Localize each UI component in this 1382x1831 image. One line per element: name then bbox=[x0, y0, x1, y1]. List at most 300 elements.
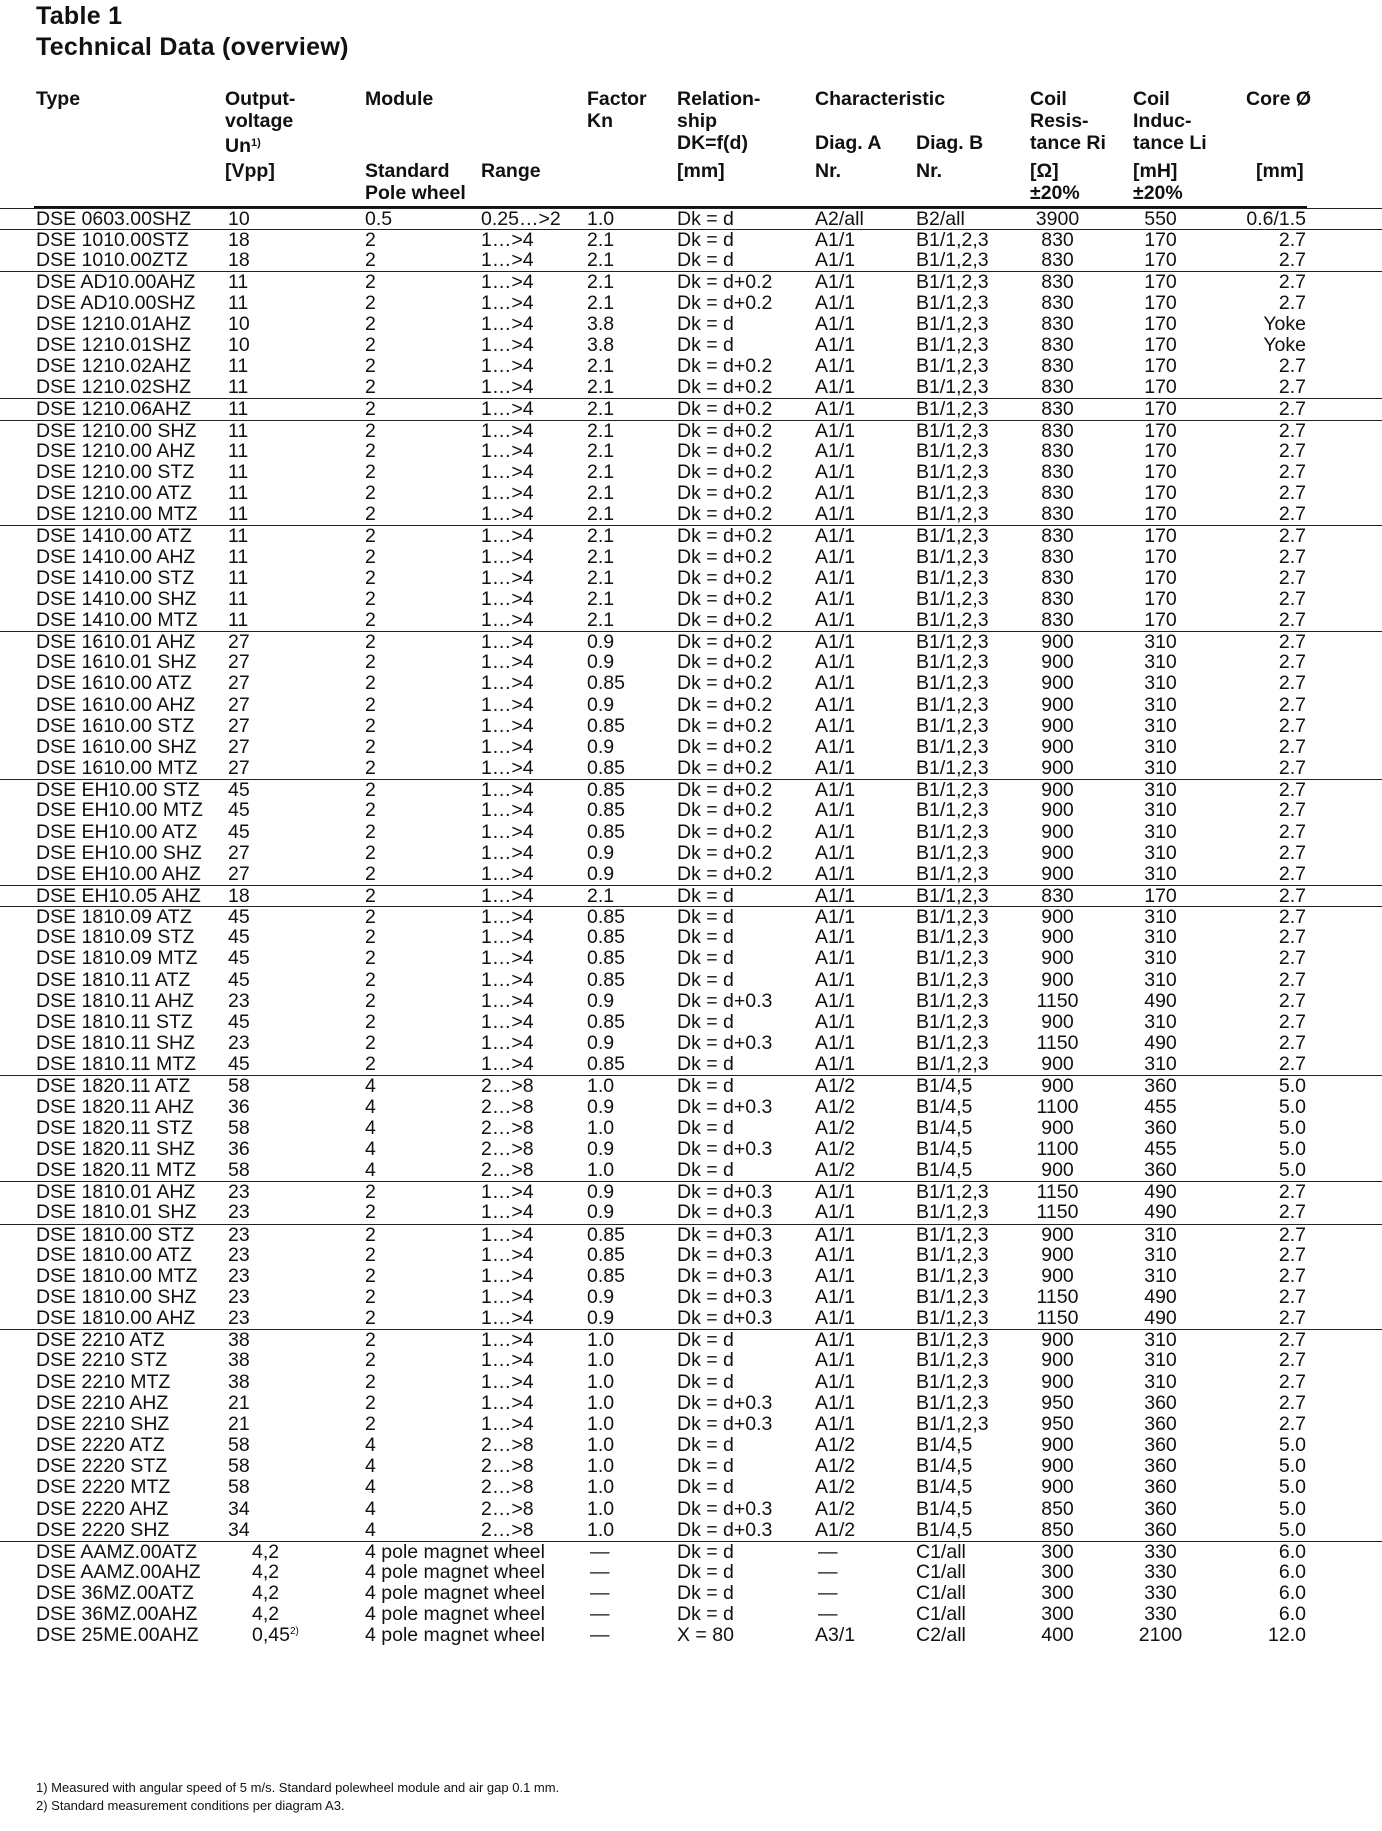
cell-type: DSE 1810.01 AHZ bbox=[36, 1181, 196, 1204]
cell-type: DSE 1210.00 SHZ bbox=[36, 419, 197, 442]
cell-output-voltage: 4,2 bbox=[252, 1540, 280, 1563]
cell-core-diameter: 2.7 bbox=[1278, 799, 1306, 822]
cell-type: DSE 1820.11 MTZ bbox=[36, 1159, 197, 1182]
cell-diag-b: B1/1,2,3 bbox=[916, 631, 989, 654]
cell-module-range: 1…>4 bbox=[481, 926, 534, 949]
cell-module-range: 1…>4 bbox=[481, 968, 534, 991]
cell-module-standard: 2 bbox=[365, 779, 376, 802]
cell-module-range: 2…>8 bbox=[481, 1075, 534, 1098]
cell-diag-b: B1/1,2,3 bbox=[916, 587, 989, 610]
cell-coil-resistance: 1100 bbox=[1036, 1095, 1079, 1118]
cell-module-standard: 2 bbox=[365, 714, 376, 737]
table-row bbox=[0, 1012, 1382, 1033]
cell-core-diameter: Yoke bbox=[1263, 333, 1306, 356]
cell-type: DSE 25ME.00AHZ bbox=[36, 1624, 199, 1647]
cell-module-standard: 2 bbox=[365, 1264, 376, 1287]
cell-diag-a: A1/1 bbox=[815, 545, 856, 568]
cell-factor: — bbox=[590, 1603, 610, 1626]
cell-module-standard: 2 bbox=[365, 291, 376, 314]
cell-coil-resistance: 300 bbox=[1041, 1582, 1074, 1605]
cell-relationship: Dk = d+0.3 bbox=[677, 1137, 773, 1160]
cell-type: DSE 1610.00 MTZ bbox=[36, 757, 198, 780]
cell-module-range: 1…>4 bbox=[481, 1032, 534, 1055]
cell-factor: 0.9 bbox=[587, 1201, 615, 1224]
cell-coil-inductance: 330 bbox=[1144, 1603, 1177, 1626]
cell-coil-inductance: 490 bbox=[1144, 1201, 1177, 1224]
cell-module-standard: 2 bbox=[365, 1329, 376, 1352]
cell-type: DSE 1410.00 AHZ bbox=[36, 545, 196, 568]
cell-coil-resistance: 900 bbox=[1041, 1116, 1074, 1139]
header-relationship-unit: [mm] bbox=[677, 160, 725, 182]
cell-coil-resistance: 900 bbox=[1041, 1455, 1074, 1478]
cell-factor: 0.9 bbox=[587, 1285, 615, 1308]
table-row bbox=[0, 1181, 1382, 1202]
cell-diag-a: A1/1 bbox=[815, 968, 856, 991]
cell-relationship: Dk = d+0.2 bbox=[677, 757, 773, 780]
cell-core-diameter: 0.6/1.5 bbox=[1246, 208, 1306, 230]
table-row bbox=[0, 631, 1382, 652]
cell-relationship: Dk = d+0.2 bbox=[677, 525, 773, 548]
cell-module-standard: 2 bbox=[365, 885, 376, 907]
cell-diag-b: B1/1,2,3 bbox=[916, 926, 989, 949]
table-row bbox=[0, 568, 1382, 589]
cell-coil-resistance: 1100 bbox=[1036, 1137, 1079, 1160]
cell-module-range: 1…>4 bbox=[481, 841, 534, 864]
cell-relationship: Dk = d+0.3 bbox=[677, 1497, 773, 1520]
cell-coil-resistance: 900 bbox=[1041, 1329, 1074, 1352]
cell-type: DSE 1810.11 STZ bbox=[36, 1010, 193, 1033]
cell-coil-resistance: 900 bbox=[1041, 1434, 1074, 1457]
cell-type: DSE 1810.00 AHZ bbox=[36, 1307, 196, 1330]
cell-relationship: Dk = d bbox=[677, 1349, 734, 1372]
cell-coil-inductance: 310 bbox=[1144, 1010, 1177, 1033]
cell-diag-b: B1/1,2,3 bbox=[916, 1010, 989, 1033]
cell-diag-b: B1/1,2,3 bbox=[916, 841, 989, 864]
cell-output-voltage: 11 bbox=[228, 398, 249, 421]
cell-relationship: Dk = d+0.2 bbox=[677, 841, 773, 864]
table-row bbox=[0, 1625, 1382, 1646]
cell-module-standard: 2 bbox=[365, 587, 376, 610]
cell-output-voltage: 4,2 bbox=[252, 1603, 280, 1626]
cell-diag-b: B1/1,2,3 bbox=[916, 1201, 989, 1224]
cell-diag-a: A1/1 bbox=[815, 862, 856, 885]
header-characteristic: Characteristic bbox=[815, 88, 946, 110]
cell-factor: 0.9 bbox=[587, 862, 615, 885]
cell-coil-resistance: 830 bbox=[1041, 545, 1074, 568]
cell-relationship: Dk = d+0.2 bbox=[677, 482, 773, 505]
cell-module-standard: 2 bbox=[365, 1053, 376, 1076]
cell-output-voltage: 27 bbox=[228, 631, 250, 654]
cell-diag-a: A1/1 bbox=[815, 566, 856, 589]
cell-factor: 0.85 bbox=[587, 1223, 625, 1246]
cell-module-range: 1…>4 bbox=[481, 1349, 534, 1372]
table-row bbox=[0, 800, 1382, 821]
cell-relationship: Dk = d+0.2 bbox=[677, 714, 773, 737]
cell-module-standard: 4 bbox=[365, 1075, 376, 1098]
cell-factor: 0.85 bbox=[587, 779, 625, 802]
cell-module-range: 1…>4 bbox=[481, 779, 534, 802]
cell-module-range: 1…>4 bbox=[481, 249, 534, 272]
cell-module-range: 1…>4 bbox=[481, 1370, 534, 1393]
cell-factor: 1.0 bbox=[587, 1434, 615, 1457]
cell-coil-resistance: 830 bbox=[1041, 333, 1074, 356]
cell-diag-b: B1/1,2,3 bbox=[916, 355, 989, 378]
table-row bbox=[0, 843, 1382, 864]
cell-coil-inductance: 170 bbox=[1144, 525, 1177, 548]
header-coil-inductance-unit: [mH] ±20% bbox=[1133, 160, 1183, 204]
cell-type: DSE 1610.01 SHZ bbox=[36, 651, 197, 674]
cell-coil-resistance: 830 bbox=[1041, 608, 1074, 631]
cell-module-standard: 4 bbox=[365, 1497, 376, 1520]
cell-factor: 1.0 bbox=[587, 1329, 615, 1352]
cell-module-range: 1…>4 bbox=[481, 757, 534, 780]
cell-output-voltage: 27 bbox=[228, 672, 250, 695]
cell-coil-resistance: 900 bbox=[1041, 1159, 1074, 1182]
table-row bbox=[0, 1372, 1382, 1393]
cell-output-voltage: 58 bbox=[228, 1434, 250, 1457]
cell-factor: 0.85 bbox=[587, 714, 625, 737]
cell-footnote-ref: 2) bbox=[289, 1626, 299, 1638]
cell-factor: 2.1 bbox=[587, 355, 615, 378]
cell-module-standard: 2 bbox=[365, 398, 376, 421]
cell-module-standard: 2 bbox=[365, 608, 376, 631]
cell-module-range: 1…>4 bbox=[481, 1223, 534, 1246]
cell-output-voltage: 11 bbox=[228, 482, 249, 505]
cell-module-range: 1…>4 bbox=[481, 545, 534, 568]
cell-diag-b: B1/1,2,3 bbox=[916, 398, 989, 421]
cell-diag-a: A1/1 bbox=[815, 1370, 856, 1393]
cell-diag-b: B1/1,2,3 bbox=[916, 376, 989, 399]
cell-core-diameter: 2.7 bbox=[1278, 1285, 1306, 1308]
cell-relationship: Dk = d bbox=[677, 249, 734, 272]
cell-output-voltage: 11 bbox=[228, 439, 249, 462]
cell-coil-resistance: 900 bbox=[1041, 693, 1074, 716]
cell-coil-inductance: 360 bbox=[1144, 1412, 1177, 1435]
cell-module-standard: 2 bbox=[365, 989, 376, 1012]
cell-core-diameter: 2.7 bbox=[1278, 841, 1306, 864]
cell-module-standard: 2 bbox=[365, 1370, 376, 1393]
cell-core-diameter: 2.7 bbox=[1278, 1370, 1306, 1393]
cell-diag-b: B1/4,5 bbox=[916, 1476, 973, 1499]
table-body bbox=[0, 208, 1382, 1647]
cell-relationship: Dk = d+0.2 bbox=[677, 545, 773, 568]
cell-relationship: Dk = d bbox=[677, 906, 734, 929]
cell-module-standard: 0.5 bbox=[365, 208, 393, 230]
table-row bbox=[0, 377, 1382, 398]
cell-diag-a: A1/1 bbox=[815, 482, 856, 505]
cell-output-voltage: 23 bbox=[228, 989, 250, 1012]
cell-diag-a: A1/1 bbox=[815, 693, 856, 716]
cell-coil-inductance: 310 bbox=[1144, 1053, 1177, 1076]
cell-module-standard: 2 bbox=[365, 926, 376, 949]
cell-diag-b: B1/1,2,3 bbox=[916, 460, 989, 483]
cell-core-diameter: 6.0 bbox=[1278, 1603, 1306, 1626]
cell-diag-b: C1/all bbox=[916, 1603, 966, 1626]
cell-coil-resistance: 900 bbox=[1041, 1349, 1074, 1372]
cell-coil-inductance: 170 bbox=[1144, 439, 1177, 462]
cell-coil-resistance: 900 bbox=[1041, 799, 1074, 822]
cell-diag-b: B1/1,2,3 bbox=[916, 757, 989, 780]
cell-module-standard: 2 bbox=[365, 1285, 376, 1308]
cell-factor: 0.9 bbox=[587, 1307, 615, 1330]
cell-relationship: Dk = d+0.2 bbox=[677, 398, 773, 421]
cell-coil-inductance: 330 bbox=[1144, 1582, 1177, 1605]
cell-factor: 2.1 bbox=[587, 460, 615, 483]
cell-type: DSE 2220 ATZ bbox=[36, 1434, 165, 1457]
cell-module-range: 1…>4 bbox=[481, 1010, 534, 1033]
cell-relationship: Dk = d+0.2 bbox=[677, 587, 773, 610]
cell-coil-resistance: 830 bbox=[1041, 271, 1074, 294]
cell-type: DSE AD10.00AHZ bbox=[36, 271, 196, 294]
cell-coil-resistance: 900 bbox=[1041, 968, 1074, 991]
cell-relationship: Dk = d+0.2 bbox=[677, 799, 773, 822]
cell-core-diameter: 2.7 bbox=[1278, 608, 1306, 631]
cell-module-range: 1…>4 bbox=[481, 355, 534, 378]
cell-relationship: Dk = d bbox=[677, 1540, 734, 1563]
cell-factor: 2.1 bbox=[587, 566, 615, 589]
cell-diag-a: — bbox=[818, 1603, 838, 1626]
cell-diag-a: A1/1 bbox=[815, 376, 856, 399]
cell-output-voltage: 27 bbox=[228, 841, 250, 864]
cell-diag-a: A1/2 bbox=[815, 1476, 856, 1499]
cell-core-diameter: 2.7 bbox=[1278, 820, 1306, 843]
cell-factor: 2.1 bbox=[587, 249, 615, 272]
cell-relationship: Dk = d+0.3 bbox=[677, 989, 773, 1012]
cell-factor: 2.1 bbox=[587, 482, 615, 505]
cell-diag-a: A1/2 bbox=[815, 1455, 856, 1478]
cell-module-standard: 2 bbox=[365, 968, 376, 991]
cell-coil-inductance: 360 bbox=[1144, 1159, 1177, 1182]
cell-coil-inductance: 310 bbox=[1144, 820, 1177, 843]
cell-relationship: Dk = d bbox=[677, 1561, 734, 1583]
cell-coil-inductance: 310 bbox=[1144, 1329, 1177, 1352]
cell-coil-resistance: 900 bbox=[1041, 820, 1074, 843]
cell-diag-a: A1/1 bbox=[815, 333, 856, 356]
cell-module-standard: 2 bbox=[365, 1412, 376, 1435]
cell-module-standard: 2 bbox=[365, 439, 376, 462]
table-row bbox=[0, 504, 1382, 525]
cell-core-diameter: 5.0 bbox=[1278, 1075, 1306, 1098]
cell-diag-b: B1/1,2,3 bbox=[916, 1329, 989, 1352]
cell-relationship: Dk = d bbox=[677, 885, 734, 907]
cell-type: DSE 1010.00ZTZ bbox=[36, 249, 188, 272]
table-row bbox=[0, 1097, 1382, 1118]
table-row bbox=[0, 927, 1382, 948]
cell-output-voltage: 18 bbox=[228, 885, 250, 907]
cell-output-voltage: 23 bbox=[228, 1201, 250, 1224]
cell-coil-inductance: 170 bbox=[1144, 482, 1177, 505]
table-row bbox=[0, 1287, 1382, 1308]
cell-factor: 0.9 bbox=[587, 1181, 615, 1204]
cell-diag-b: B1/1,2,3 bbox=[916, 291, 989, 314]
table-row bbox=[0, 1075, 1382, 1096]
cell-diag-b: B1/1,2,3 bbox=[916, 249, 989, 272]
cell-diag-a: A1/1 bbox=[815, 799, 856, 822]
cell-coil-inductance: 170 bbox=[1144, 885, 1177, 907]
cell-core-diameter: Yoke bbox=[1263, 312, 1306, 335]
cell-diag-a: A1/2 bbox=[815, 1137, 856, 1160]
cell-module-range: 1…>4 bbox=[481, 735, 534, 758]
cell-output-voltage: 45 bbox=[228, 968, 250, 991]
cell-core-diameter: 2.7 bbox=[1278, 1243, 1306, 1266]
cell-coil-resistance: 1150 bbox=[1036, 1032, 1079, 1055]
cell-module-range: 1…>4 bbox=[481, 439, 534, 462]
cell-module-range: 0.25…>2 bbox=[481, 208, 561, 230]
cell-coil-inductance: 170 bbox=[1144, 229, 1177, 252]
cell-diag-a: A2/all bbox=[815, 208, 864, 230]
cell-type: DSE 1410.00 ATZ bbox=[36, 525, 192, 548]
cell-output-voltage: 18 bbox=[228, 249, 250, 272]
cell-core-diameter: 12.0 bbox=[1268, 1624, 1306, 1647]
cell-type: DSE 1610.00 ATZ bbox=[36, 672, 192, 695]
cell-output-voltage: 36 bbox=[228, 1095, 250, 1118]
cell-core-diameter: 2.7 bbox=[1278, 1307, 1306, 1330]
cell-module-standard: 2 bbox=[365, 735, 376, 758]
cell-core-diameter: 5.0 bbox=[1278, 1455, 1306, 1478]
cell-type: DSE AAMZ.00AHZ bbox=[36, 1561, 201, 1583]
cell-coil-inductance: 330 bbox=[1144, 1540, 1177, 1563]
cell-diag-b: B1/1,2,3 bbox=[916, 1285, 989, 1308]
cell-diag-a: A1/1 bbox=[815, 1307, 856, 1330]
cell-core-diameter: 2.7 bbox=[1278, 566, 1306, 589]
cell-type: DSE 1210.00 ATZ bbox=[36, 482, 192, 505]
cell-output-voltage: 27 bbox=[228, 651, 250, 674]
cell-coil-resistance: 300 bbox=[1041, 1561, 1074, 1583]
cell-type: DSE 1810.00 MTZ bbox=[36, 1264, 198, 1287]
cell-coil-inductance: 310 bbox=[1144, 1223, 1177, 1246]
cell-coil-resistance: 900 bbox=[1041, 757, 1074, 780]
cell-relationship: Dk = d+0.3 bbox=[677, 1201, 773, 1224]
cell-core-diameter: 2.7 bbox=[1278, 989, 1306, 1012]
cell-coil-resistance: 830 bbox=[1041, 229, 1074, 252]
cell-coil-resistance: 900 bbox=[1041, 651, 1074, 674]
cell-diag-b: B1/4,5 bbox=[916, 1116, 973, 1139]
cell-type: DSE 2220 SHZ bbox=[36, 1518, 170, 1541]
cell-coil-resistance: 900 bbox=[1041, 1075, 1074, 1098]
cell-diag-a: A1/1 bbox=[815, 779, 856, 802]
cell-diag-a: A1/1 bbox=[815, 1329, 856, 1352]
header-relationship: Relation- ship DK=f(d) bbox=[677, 88, 761, 154]
cell-output-voltage: 11 bbox=[228, 566, 249, 589]
cell-type: DSE 1610.00 SHZ bbox=[36, 735, 197, 758]
cell-type: DSE 2210 MTZ bbox=[36, 1370, 171, 1393]
table-row bbox=[0, 1245, 1382, 1266]
cell-module-range: 1…>4 bbox=[481, 799, 534, 822]
cell-coil-resistance: 830 bbox=[1041, 566, 1074, 589]
cell-factor: 0.85 bbox=[587, 968, 625, 991]
header-factor: Factor Kn bbox=[587, 88, 647, 132]
cell-module-range: 1…>4 bbox=[481, 714, 534, 737]
cell-module-range: 1…>4 bbox=[481, 947, 534, 970]
cell-coil-inductance: 310 bbox=[1144, 714, 1177, 737]
cell-diag-a: A1/1 bbox=[815, 841, 856, 864]
cell-diag-b: B1/4,5 bbox=[916, 1137, 973, 1160]
cell-diag-a: A1/1 bbox=[815, 1032, 856, 1055]
cell-coil-inductance: 310 bbox=[1144, 799, 1177, 822]
cell-relationship: Dk = d bbox=[677, 1159, 734, 1182]
cell-relationship: Dk = d+0.2 bbox=[677, 862, 773, 885]
header-output-voltage: Output- voltage Un$^{1)}$ bbox=[225, 88, 296, 157]
cell-output-voltage: 23 bbox=[228, 1264, 250, 1287]
table-row bbox=[0, 462, 1382, 483]
cell-diag-a: A1/1 bbox=[815, 1181, 856, 1204]
cell-module: 4 pole magnet wheel bbox=[365, 1540, 545, 1563]
cell-core-diameter: 2.7 bbox=[1278, 482, 1306, 505]
cell-core-diameter: 2.7 bbox=[1278, 862, 1306, 885]
cell-diag-a: A1/1 bbox=[815, 1391, 856, 1414]
cell-relationship: Dk = d+0.3 bbox=[677, 1307, 773, 1330]
cell-coil-inductance: 170 bbox=[1144, 566, 1177, 589]
table-row bbox=[0, 589, 1382, 610]
cell-type: DSE 2210 STZ bbox=[36, 1349, 168, 1372]
cell-output-voltage: 36 bbox=[228, 1137, 250, 1160]
table-row bbox=[0, 483, 1382, 504]
cell-factor: 2.1 bbox=[587, 545, 615, 568]
cell-module-standard: 4 bbox=[365, 1137, 376, 1160]
table-row bbox=[0, 1499, 1382, 1520]
cell-output-voltage: 18 bbox=[228, 229, 250, 252]
cell-module-range: 1…>4 bbox=[481, 482, 534, 505]
table-row bbox=[0, 1604, 1382, 1625]
table-row bbox=[0, 1266, 1382, 1287]
cell-diag-a: A1/1 bbox=[815, 672, 856, 695]
cell-coil-resistance: 900 bbox=[1041, 1476, 1074, 1499]
cell-type: DSE 1810.09 MTZ bbox=[36, 947, 198, 970]
cell-relationship: Dk = d+0.3 bbox=[677, 1243, 773, 1266]
cell-module-standard: 2 bbox=[365, 376, 376, 399]
cell-coil-inductance: 310 bbox=[1144, 757, 1177, 780]
cell-core-diameter: 2.7 bbox=[1278, 1032, 1306, 1055]
cell-type: DSE EH10.00 AHZ bbox=[36, 862, 201, 885]
cell-output-voltage: 23 bbox=[228, 1223, 250, 1246]
cell-factor: 0.85 bbox=[587, 1053, 625, 1076]
cell-module-standard: 2 bbox=[365, 1010, 376, 1033]
table-row bbox=[0, 1160, 1382, 1181]
cell-relationship: Dk = d+0.3 bbox=[677, 1032, 773, 1055]
cell-diag-b: B1/1,2,3 bbox=[916, 947, 989, 970]
cell-diag-a: A1/2 bbox=[815, 1075, 856, 1098]
cell-module-range: 1…>4 bbox=[481, 525, 534, 548]
cell-coil-resistance: 830 bbox=[1041, 482, 1074, 505]
cell-factor: 1.0 bbox=[587, 208, 615, 230]
cell-output-voltage: 10 bbox=[228, 312, 250, 335]
cell-factor: 0.9 bbox=[587, 693, 615, 716]
cell-coil-inductance: 310 bbox=[1144, 672, 1177, 695]
cell-factor: 0.9 bbox=[587, 841, 615, 864]
cell-core-diameter: 2.7 bbox=[1278, 1181, 1306, 1204]
cell-type: DSE 1210.06AHZ bbox=[36, 398, 192, 421]
cell-coil-inductance: 310 bbox=[1144, 693, 1177, 716]
cell-diag-a: — bbox=[818, 1561, 838, 1583]
cell-module-range: 1…>4 bbox=[481, 398, 534, 421]
cell-diag-b: B1/1,2,3 bbox=[916, 714, 989, 737]
cell-coil-resistance: 830 bbox=[1041, 439, 1074, 462]
cell-coil-inductance: 310 bbox=[1144, 906, 1177, 929]
cell-module-standard: 2 bbox=[365, 1307, 376, 1330]
cell-diag-a: A1/1 bbox=[815, 503, 856, 526]
cell-diag-b: B1/1,2,3 bbox=[916, 566, 989, 589]
cell-diag-a: A1/1 bbox=[815, 1201, 856, 1224]
cell-core-diameter: 2.7 bbox=[1278, 693, 1306, 716]
cell-module-range: 1…>4 bbox=[481, 1329, 534, 1352]
table-row bbox=[0, 1202, 1382, 1223]
cell-diag-b: B1/1,2,3 bbox=[916, 735, 989, 758]
table-row bbox=[0, 779, 1382, 800]
cell-output-voltage: 45 bbox=[228, 906, 250, 929]
cell-module-range: 1…>4 bbox=[481, 312, 534, 335]
cell-core-diameter: 2.7 bbox=[1278, 1264, 1306, 1287]
cell-diag-b: B1/1,2,3 bbox=[916, 1032, 989, 1055]
